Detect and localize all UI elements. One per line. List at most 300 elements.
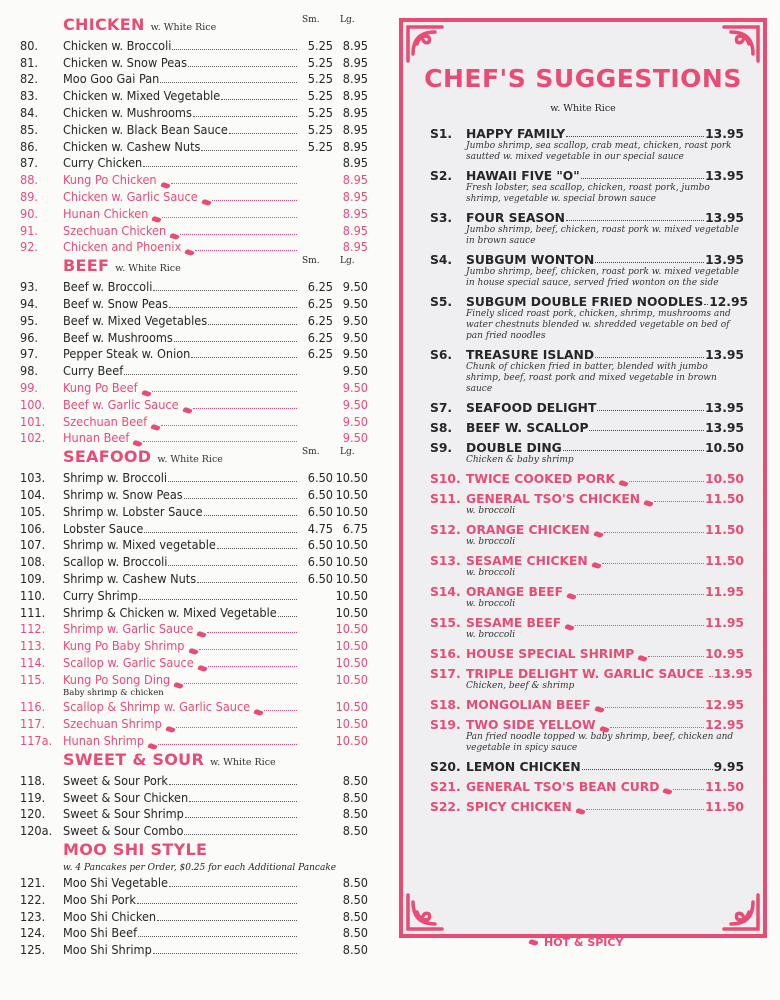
dot-leader bbox=[208, 324, 297, 325]
item-name: Beef w. Mixed Vegetables bbox=[63, 312, 208, 328]
item-name: Chicken and Phoenix bbox=[63, 239, 182, 255]
item-price: 11.95 bbox=[705, 585, 744, 599]
chef-item-line bbox=[430, 714, 744, 732]
menu-item bbox=[20, 155, 368, 172]
chef-item bbox=[430, 249, 744, 289]
item-price: 11.95 bbox=[705, 616, 744, 630]
item-name: Scallop w. Broccoli bbox=[63, 554, 168, 570]
dot-leader bbox=[595, 357, 704, 358]
item-description: Jumbo shrimp, beef, chicken, roast pork w. mixed vegetable in house special sauce, served fried wonton on the side bbox=[466, 267, 740, 288]
chef-item-line bbox=[430, 796, 744, 814]
item-number: 101. bbox=[20, 413, 46, 429]
item-name: Pepper Steak w. Onion bbox=[63, 346, 191, 362]
item-name: Sweet & Sour Pork bbox=[63, 772, 168, 788]
price-large: 9.50 bbox=[342, 363, 368, 379]
corner-ornament-bottom-right bbox=[721, 892, 761, 932]
column-header-large: Lg. bbox=[340, 447, 355, 458]
menu-item bbox=[20, 54, 368, 71]
dot-leader bbox=[673, 789, 704, 790]
price-small: 6.50 bbox=[307, 570, 333, 586]
menu-item bbox=[20, 379, 368, 396]
menu-item bbox=[20, 925, 368, 942]
dot-leader bbox=[137, 903, 297, 904]
menu-item bbox=[20, 329, 368, 346]
item-name: Scallop & Shrimp w. Garlic Sauce bbox=[63, 699, 251, 715]
dot-leader bbox=[586, 809, 704, 810]
item-name: Beef w. Mushrooms bbox=[63, 329, 173, 345]
item-name: Kung Po Chicken bbox=[63, 172, 157, 188]
price-small: 4.75 bbox=[307, 520, 333, 536]
price-large: 10.50 bbox=[335, 671, 368, 687]
item-number: 117a. bbox=[20, 733, 53, 749]
chef-item-line bbox=[430, 643, 744, 661]
item-code: S9. bbox=[430, 441, 453, 455]
item-name: Moo Shi Vegetable bbox=[63, 875, 168, 891]
price-large: 8.95 bbox=[342, 88, 368, 104]
item-number: 89. bbox=[20, 188, 39, 204]
price-large: 8.50 bbox=[342, 772, 368, 788]
price-large: 9.50 bbox=[342, 379, 368, 395]
item-number: 94. bbox=[20, 295, 39, 311]
item-price: 11.50 bbox=[705, 800, 744, 814]
menu-item bbox=[20, 413, 368, 430]
menu-item bbox=[20, 699, 368, 716]
dot-leader bbox=[174, 341, 297, 342]
chef-item bbox=[430, 756, 744, 774]
item-price: 13.95 bbox=[705, 348, 744, 362]
dot-leader bbox=[188, 66, 297, 67]
menu-item bbox=[20, 621, 368, 638]
menu-item bbox=[20, 772, 368, 789]
item-description: Fresh lobster, sea scallop, chicken, roast pork, jumbo shrimp, vegetable w. special brown sauce bbox=[466, 183, 710, 204]
dot-leader bbox=[180, 234, 297, 235]
item-name: Sweet & Sour Shrimp bbox=[63, 806, 184, 822]
price-large: 8.95 bbox=[342, 71, 368, 87]
item-name: Kung Po Beef bbox=[63, 379, 138, 395]
chef-item bbox=[430, 796, 744, 814]
menu-item bbox=[20, 171, 368, 188]
item-name: Shrimp w. Lobster Sauce bbox=[63, 503, 203, 519]
dot-leader bbox=[221, 99, 297, 100]
dot-leader bbox=[648, 656, 704, 657]
price-small: 6.50 bbox=[307, 503, 333, 519]
chef-item bbox=[430, 643, 744, 661]
item-number: 93. bbox=[20, 279, 39, 295]
chef-item bbox=[430, 207, 744, 247]
price-large: 9.50 bbox=[342, 329, 368, 345]
item-code: S19. bbox=[430, 718, 461, 732]
chef-item-line bbox=[430, 165, 744, 183]
item-price: 13.95 bbox=[713, 667, 753, 681]
price-large: 8.95 bbox=[342, 205, 368, 221]
menu-item bbox=[20, 278, 368, 295]
item-name: Chicken w. Black Bean Sauce bbox=[63, 121, 228, 137]
chef-item-line bbox=[430, 417, 744, 435]
dot-leader bbox=[704, 304, 708, 305]
price-large: 8.50 bbox=[342, 806, 368, 822]
dot-leader bbox=[193, 116, 297, 117]
item-name: TRIPLE DELIGHT W. GARLIC SAUCE bbox=[466, 667, 704, 681]
item-name: Chicken w. Mixed Vegetable bbox=[63, 88, 221, 104]
item-number: 103. bbox=[20, 470, 46, 486]
dot-leader bbox=[207, 632, 297, 633]
item-number: 92. bbox=[20, 239, 39, 255]
dot-leader bbox=[189, 801, 297, 802]
menu-item bbox=[20, 396, 368, 413]
chef-item bbox=[430, 468, 744, 486]
menu-item bbox=[20, 295, 368, 312]
corner-ornament-top-right bbox=[721, 24, 761, 64]
dot-leader bbox=[172, 49, 297, 50]
item-name: Shrimp w. Broccoli bbox=[63, 470, 168, 486]
chef-item-line bbox=[430, 249, 744, 267]
item-number: 81. bbox=[20, 54, 39, 70]
item-price: 10.50 bbox=[705, 472, 744, 486]
column-header-small: Sm. bbox=[302, 256, 320, 267]
price-large: 8.50 bbox=[342, 891, 368, 907]
price-large: 10.50 bbox=[335, 654, 368, 670]
dot-leader bbox=[139, 599, 297, 600]
chef-item-line bbox=[430, 344, 744, 362]
price-large: 8.50 bbox=[342, 942, 368, 958]
item-code: S13. bbox=[430, 554, 461, 568]
menu-item bbox=[20, 553, 368, 570]
chef-item bbox=[430, 488, 744, 517]
item-name: Sweet & Sour Chicken bbox=[63, 789, 189, 805]
price-small: 5.25 bbox=[307, 88, 333, 104]
hot-spicy-legend bbox=[529, 936, 623, 949]
price-large: 8.50 bbox=[342, 908, 368, 924]
price-small: 6.25 bbox=[307, 329, 333, 345]
item-number: 125. bbox=[20, 942, 46, 958]
menu-item bbox=[20, 71, 368, 88]
chili-pepper-icon bbox=[575, 808, 585, 816]
price-small: 6.50 bbox=[307, 537, 333, 553]
chef-item bbox=[430, 291, 749, 342]
dot-leader bbox=[582, 769, 713, 770]
section-subtitle: w. White Rice bbox=[115, 263, 181, 275]
item-name: GENERAL TSO'S BEAN CURD bbox=[466, 780, 660, 794]
item-name: Curry Beef bbox=[63, 363, 124, 379]
item-price: 10.95 bbox=[705, 647, 744, 661]
price-large: 10.50 bbox=[335, 638, 368, 654]
item-number: 112. bbox=[20, 621, 46, 637]
price-large: 10.50 bbox=[335, 621, 368, 637]
price-small: 6.25 bbox=[307, 346, 333, 362]
left-menu-column bbox=[20, 14, 368, 958]
price-large: 9.50 bbox=[342, 430, 368, 446]
chef-item bbox=[430, 397, 744, 415]
dot-leader bbox=[160, 82, 297, 83]
chef-item bbox=[430, 694, 744, 712]
menu-item bbox=[20, 312, 368, 329]
price-small: 6.50 bbox=[307, 486, 333, 502]
item-name: Moo Shi Chicken bbox=[63, 908, 157, 924]
dot-leader bbox=[143, 166, 297, 167]
price-large: 10.50 bbox=[335, 570, 368, 586]
dot-leader bbox=[176, 727, 297, 728]
chili-pepper-icon bbox=[528, 939, 538, 947]
menu-item bbox=[20, 469, 368, 486]
item-name: Moo Shi Beef bbox=[63, 925, 138, 941]
item-name: Scallop w. Garlic Sauce bbox=[63, 654, 194, 670]
price-large: 10.50 bbox=[335, 486, 368, 502]
dot-leader bbox=[184, 834, 297, 835]
menu-item bbox=[20, 503, 368, 520]
item-name: ORANGE CHICKEN bbox=[466, 523, 590, 537]
item-code: S15. bbox=[430, 616, 461, 630]
price-large: 8.95 bbox=[342, 155, 368, 171]
item-name: Shrimp w. Garlic Sauce bbox=[63, 621, 194, 637]
dot-leader bbox=[152, 391, 297, 392]
item-code: S21. bbox=[430, 780, 461, 794]
item-number: 97. bbox=[20, 346, 39, 362]
item-description: Chicken & baby shrimp bbox=[466, 455, 574, 465]
item-description: w. broccoli bbox=[466, 568, 516, 578]
item-price: 13.95 bbox=[705, 127, 744, 141]
legend-label: HOT & SPICY bbox=[544, 936, 624, 949]
section-title: CHICKEN bbox=[63, 15, 145, 34]
price-large: 8.95 bbox=[342, 37, 368, 53]
item-description: Pan fried noodle topped w. baby shrimp, beef, chicken and vegetable in spicy sauce bbox=[466, 732, 734, 753]
item-description: Finely sliced roast pork, chicken, shrimp, mushrooms and water chestnuts blended w. shredded vegetable on bed of pan fried noodles bbox=[466, 309, 731, 341]
section-title: BEEF bbox=[63, 256, 110, 276]
chef-item bbox=[430, 612, 744, 641]
item-number: 85. bbox=[20, 121, 39, 137]
price-small: 6.25 bbox=[307, 295, 333, 311]
item-number: 114. bbox=[20, 654, 46, 670]
item-name: Shrimp w. Cashew Nuts bbox=[63, 570, 197, 586]
item-number: 91. bbox=[20, 222, 39, 238]
dot-leader bbox=[229, 133, 297, 134]
dot-leader bbox=[185, 817, 297, 818]
menu-item bbox=[20, 637, 368, 654]
column-header-small: Sm. bbox=[302, 447, 320, 458]
item-code: S17. bbox=[430, 667, 461, 681]
price-large: 8.95 bbox=[342, 54, 368, 70]
price-large: 8.50 bbox=[342, 925, 368, 941]
item-name: Hunan Shrimp bbox=[63, 733, 145, 749]
chef-item bbox=[430, 417, 744, 435]
item-number: 107. bbox=[20, 537, 46, 553]
item-code: S1. bbox=[430, 127, 453, 141]
item-number: 122. bbox=[20, 891, 46, 907]
item-name: Beef w. Snow Peas bbox=[63, 295, 168, 311]
chef-item-line bbox=[430, 581, 744, 599]
price-large: 9.50 bbox=[342, 413, 368, 429]
item-name: Shrimp w. Snow Peas bbox=[63, 486, 183, 502]
item-name: Sweet & Sour Combo bbox=[63, 823, 184, 839]
item-code: S7. bbox=[430, 401, 453, 415]
chef-item-line bbox=[430, 468, 744, 486]
chef-item-line bbox=[430, 397, 744, 415]
dot-leader bbox=[157, 920, 297, 921]
item-code: S10. bbox=[430, 472, 461, 486]
item-code: S3. bbox=[430, 211, 453, 225]
price-small: 5.25 bbox=[307, 138, 333, 154]
item-name: Szechuan Shrimp bbox=[63, 716, 162, 732]
item-number: 113. bbox=[20, 638, 46, 654]
column-header-large: Lg. bbox=[340, 256, 355, 267]
dot-leader bbox=[589, 430, 704, 431]
item-code: S8. bbox=[430, 421, 453, 435]
menu-item bbox=[20, 537, 368, 554]
chef-item bbox=[430, 123, 744, 163]
price-large: 8.95 bbox=[342, 188, 368, 204]
item-price: 12.95 bbox=[705, 718, 744, 732]
item-name: Chicken w. Snow Peas bbox=[63, 54, 188, 70]
item-name: Shrimp w. Mixed vegetable bbox=[63, 537, 216, 553]
item-number: 82. bbox=[20, 71, 39, 87]
chef-item-line bbox=[430, 776, 744, 794]
item-name: FOUR SEASON bbox=[466, 211, 565, 225]
menu-item bbox=[20, 104, 368, 121]
item-name: SESAME BEEF bbox=[466, 616, 562, 630]
dot-leader bbox=[162, 217, 297, 218]
item-code: S18. bbox=[430, 698, 461, 712]
item-number: 88. bbox=[20, 172, 39, 188]
section-subtitle: w. White Rice bbox=[210, 757, 276, 769]
chef-item-line bbox=[430, 437, 744, 455]
dot-leader bbox=[278, 616, 297, 617]
item-name: HAPPY FAMILY bbox=[466, 127, 566, 141]
item-price: 13.95 bbox=[705, 211, 744, 225]
item-name: SUBGUM DOUBLE FRIED NOODLES bbox=[466, 295, 704, 309]
chef-item bbox=[430, 663, 753, 692]
item-name: Shrimp & Chicken w. Mixed Vegetable bbox=[63, 604, 277, 620]
price-small: 5.25 bbox=[307, 121, 333, 137]
chef-item-line bbox=[430, 550, 744, 568]
item-number: 83. bbox=[20, 88, 39, 104]
item-number: 105. bbox=[20, 503, 46, 519]
section-header bbox=[20, 447, 368, 469]
item-number: 95. bbox=[20, 312, 39, 328]
item-code: S6. bbox=[430, 348, 453, 362]
price-small: 5.25 bbox=[307, 54, 333, 70]
dot-leader bbox=[577, 594, 704, 595]
item-name: Chicken w. Garlic Sauce bbox=[63, 188, 198, 204]
section-title: SWEET & SOUR bbox=[63, 750, 205, 770]
chef-item bbox=[430, 165, 744, 205]
dot-leader bbox=[212, 200, 297, 201]
section-header bbox=[20, 750, 368, 772]
menu-item bbox=[20, 37, 368, 54]
item-name: Chicken w. Broccoli bbox=[63, 37, 172, 53]
dot-leader bbox=[605, 707, 704, 708]
price-large: 8.50 bbox=[342, 875, 368, 891]
item-number: 108. bbox=[20, 554, 46, 570]
item-number: 116. bbox=[20, 699, 46, 715]
chefs-suggestions-panel bbox=[399, 18, 767, 938]
menu-item bbox=[20, 121, 368, 138]
item-number: 104. bbox=[20, 486, 46, 502]
menu-item bbox=[20, 205, 368, 222]
price-large: 9.50 bbox=[342, 279, 368, 295]
menu-item bbox=[20, 822, 368, 839]
item-name: Kung Po Baby Shrimp bbox=[63, 638, 185, 654]
item-name: TREASURE ISLAND bbox=[466, 348, 595, 362]
chef-item-line bbox=[430, 612, 744, 630]
menu-item bbox=[20, 941, 368, 958]
menu-item bbox=[20, 570, 368, 587]
section-header bbox=[20, 15, 368, 37]
dot-leader bbox=[169, 886, 297, 887]
chef-subtitle: w. White Rice bbox=[550, 103, 616, 114]
dot-leader bbox=[169, 784, 297, 785]
price-small: 5.25 bbox=[307, 104, 333, 120]
section-subtitle: w. White Rice bbox=[150, 22, 217, 33]
item-number: 102. bbox=[20, 430, 46, 446]
item-number: 98. bbox=[20, 363, 39, 379]
item-name: Kung Po Song Ding bbox=[63, 671, 171, 687]
dot-leader bbox=[595, 262, 704, 263]
price-large: 10.50 bbox=[335, 587, 368, 603]
dot-leader bbox=[199, 649, 298, 650]
item-name: Szechuan Chicken bbox=[63, 222, 167, 238]
item-name: Moo Shi Shrimp bbox=[63, 942, 152, 958]
dot-leader bbox=[144, 532, 297, 533]
menu-item bbox=[20, 587, 368, 604]
price-large: 10.50 bbox=[335, 537, 368, 553]
corner-ornament-bottom-left bbox=[405, 892, 445, 932]
chili-pepper-icon bbox=[663, 788, 673, 796]
dot-leader bbox=[709, 676, 713, 677]
dot-leader bbox=[654, 501, 704, 502]
chef-item-line bbox=[430, 663, 753, 681]
menu-item bbox=[20, 732, 368, 749]
item-code: S16. bbox=[430, 647, 461, 661]
dot-leader bbox=[143, 441, 297, 442]
item-name: SEAFOOD DELIGHT bbox=[466, 401, 597, 415]
section-title: SEAFOOD bbox=[63, 447, 152, 467]
menu-item bbox=[20, 654, 368, 671]
dot-leader bbox=[153, 290, 297, 291]
menu-item bbox=[20, 87, 368, 104]
menu-item bbox=[20, 362, 368, 379]
dot-leader bbox=[184, 683, 297, 684]
item-name: TWO SIDE YELLOW bbox=[466, 718, 596, 732]
item-number: 118. bbox=[20, 772, 46, 788]
chili-pepper-icon bbox=[594, 706, 604, 714]
item-code: S14. bbox=[430, 585, 461, 599]
item-description: Chunk of chicken fried in batter, blended with jumbo shrimp, beef, roast pork and mixed vegetable in brown sauce bbox=[466, 362, 717, 394]
section-header bbox=[20, 840, 368, 862]
price-large: 8.95 bbox=[342, 239, 368, 255]
item-price: 11.50 bbox=[705, 780, 744, 794]
item-number: 109. bbox=[20, 570, 46, 586]
item-number: 119. bbox=[20, 789, 46, 805]
item-number: 100. bbox=[20, 396, 46, 412]
dot-leader bbox=[581, 178, 704, 179]
price-large: 8.95 bbox=[342, 172, 368, 188]
dot-leader bbox=[168, 481, 297, 482]
item-description: w. broccoli bbox=[466, 506, 516, 516]
item-name: LEMON CHICKEN bbox=[466, 760, 581, 774]
item-number: 84. bbox=[20, 104, 39, 120]
item-number: 124. bbox=[20, 925, 46, 941]
item-name: Chicken w. Cashew Nuts bbox=[63, 138, 201, 154]
item-code: S11. bbox=[430, 492, 461, 506]
item-name: SESAME CHICKEN bbox=[466, 554, 588, 568]
price-large: 8.50 bbox=[342, 789, 368, 805]
item-code: S5. bbox=[430, 295, 453, 309]
dot-leader bbox=[208, 666, 297, 667]
item-name: Curry Chicken bbox=[63, 155, 143, 171]
menu-item bbox=[20, 430, 368, 447]
item-number: 110. bbox=[20, 587, 46, 603]
price-small: 6.50 bbox=[307, 470, 333, 486]
dot-leader bbox=[566, 136, 704, 137]
